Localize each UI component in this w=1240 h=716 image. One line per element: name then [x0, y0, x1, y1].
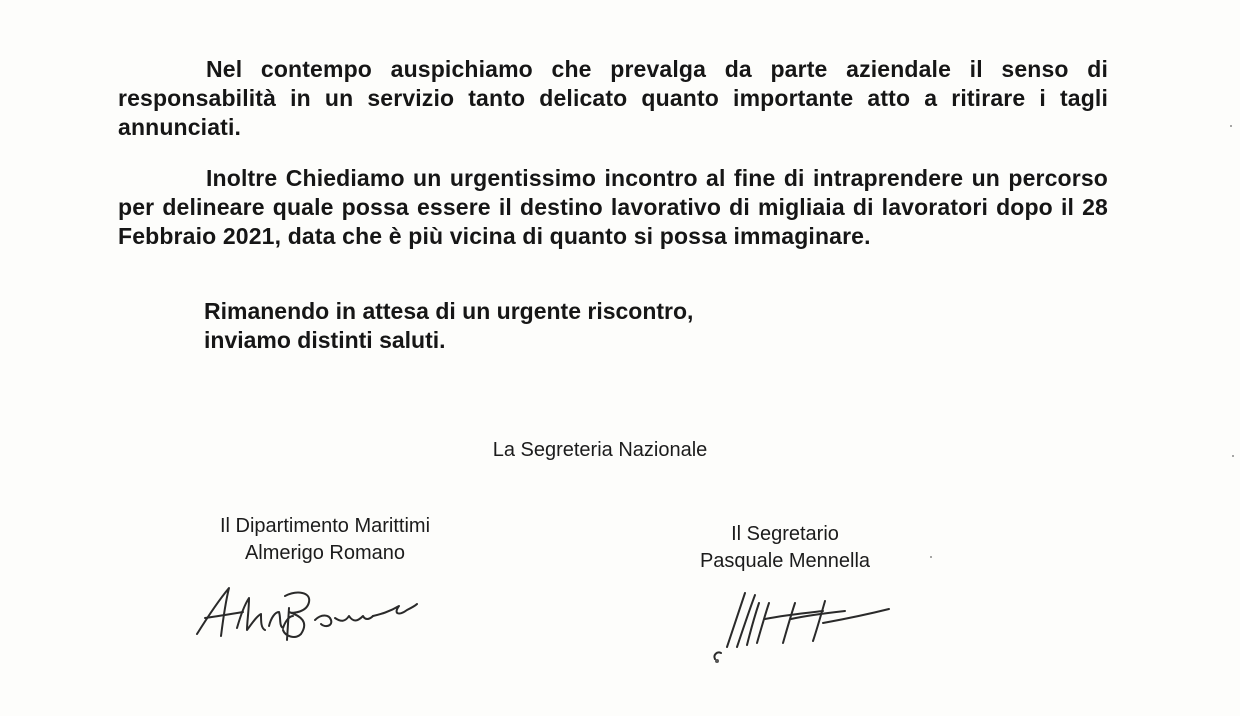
paragraph-request-withdraw-cuts	[118, 55, 1108, 142]
scan-speck	[1232, 455, 1234, 457]
left-signatory-role: Il Dipartimento Marittimi	[219, 515, 431, 537]
left-signatory-name: Almerigo Romano	[244, 542, 406, 564]
closing-line-2: inviamo distinti saluti.	[204, 327, 446, 353]
handwritten-signature-right	[705, 585, 895, 665]
scan-speck	[715, 659, 719, 663]
scan-speck	[1230, 125, 1232, 127]
right-signatory-role: Il Segretario	[731, 523, 839, 545]
left-signatory-block	[170, 513, 480, 567]
organization-name: La Segreteria Nazionale	[492, 439, 708, 461]
scan-speck	[930, 556, 932, 558]
paragraph-request-meeting	[118, 164, 1108, 251]
paragraph-2-text: Inoltre Chiediamo un urgentissimo incontro al fine di intraprendere un percorso per delineare quale possa essere il destino lavorativo di migliaia di lavoratori dopo il 28 Febbraio 2021, data che è più vicina di quanto si possa immaginare.	[118, 165, 1108, 249]
right-signatory-name: Pasquale Mennella	[699, 550, 871, 572]
closing-line-1: Rimanendo in attesa di un urgente riscontro,	[204, 298, 694, 324]
handwritten-signature-left	[185, 578, 425, 648]
paragraph-1-text: Nel contempo auspichiamo che prevalga da parte aziendale il senso di responsabilità in un servizio tanto delicato quanto importante atto a ritirare i tagli annunciati.	[118, 56, 1108, 140]
right-signatory-block	[660, 521, 910, 575]
closing-salutation	[204, 297, 693, 355]
